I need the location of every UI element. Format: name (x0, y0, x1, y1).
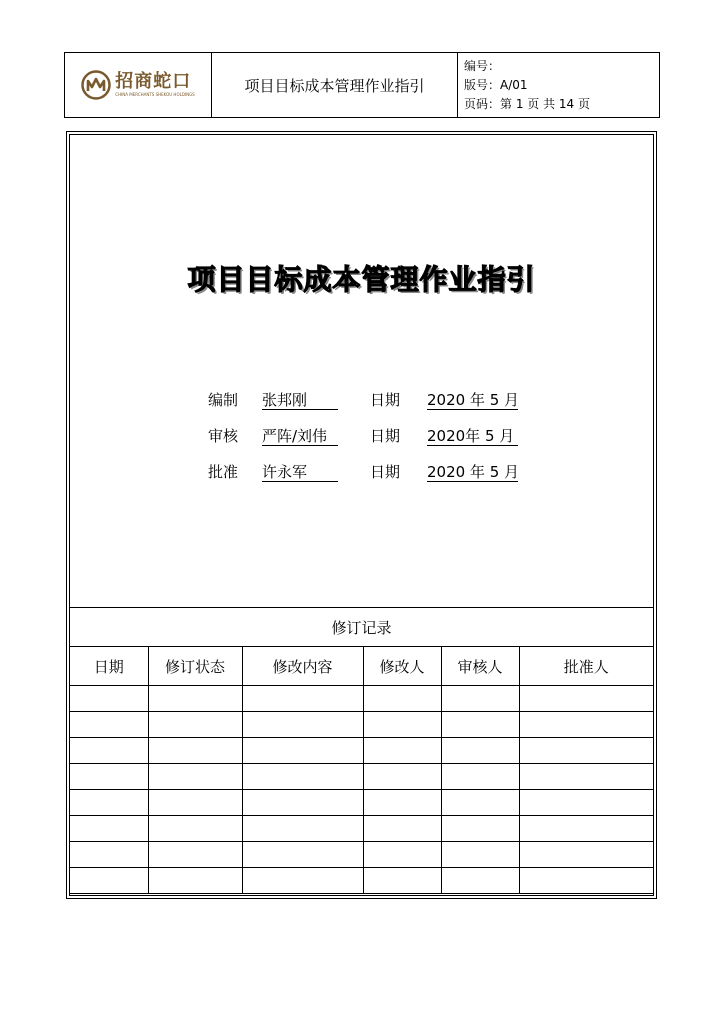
signature-name: 张邦刚 (262, 389, 338, 410)
table-cell (363, 686, 441, 712)
cover-section (70, 135, 653, 608)
table-cell (519, 842, 653, 868)
logo-text-cn: 招商蛇口 (115, 71, 192, 92)
table-row (70, 712, 653, 738)
table-cell (441, 686, 519, 712)
table-cell (242, 686, 363, 712)
column-header: 批准人 (519, 647, 653, 686)
table-cell (148, 686, 242, 712)
signature-date-label: 日期 (370, 391, 401, 409)
table-cell (242, 712, 363, 738)
signature-row-compile (208, 389, 518, 425)
table-cell (441, 712, 519, 738)
table-cell (363, 790, 441, 816)
table-cell (70, 738, 148, 764)
table-cell (519, 686, 653, 712)
signature-date-label: 日期 (370, 463, 401, 481)
table-cell (148, 738, 242, 764)
table-row (70, 686, 653, 712)
company-logo-icon (81, 70, 111, 100)
signature-row-approve (208, 461, 518, 497)
table-cell (363, 738, 441, 764)
table-cell (441, 790, 519, 816)
table-cell (441, 764, 519, 790)
table-cell (70, 712, 148, 738)
column-header: 审核人 (441, 647, 519, 686)
table-cell (519, 790, 653, 816)
table-row (70, 842, 653, 868)
table-cell (441, 738, 519, 764)
signature-date-label: 日期 (370, 427, 401, 445)
table-cell (148, 868, 242, 894)
signature-name: 许永军 (262, 461, 338, 482)
signature-role: 审核 (208, 427, 239, 445)
header-meta (458, 53, 659, 117)
signature-row-review (208, 425, 518, 461)
table-cell (70, 764, 148, 790)
signature-role: 编制 (208, 391, 239, 409)
table-cell (70, 790, 148, 816)
signature-name: 严阵/刘伟 (262, 425, 338, 446)
column-header: 修改内容 (242, 647, 363, 686)
table-row (70, 816, 653, 842)
logo (65, 53, 212, 117)
table-cell (70, 686, 148, 712)
revision-table (70, 608, 653, 894)
column-header: 日期 (70, 647, 148, 686)
signature-block (208, 389, 518, 497)
table-cell (363, 712, 441, 738)
table-cell (242, 816, 363, 842)
table-cell (363, 764, 441, 790)
table-cell (519, 868, 653, 894)
signature-role: 批准 (208, 463, 239, 481)
table-row (70, 790, 653, 816)
table-cell (148, 842, 242, 868)
column-header: 修改人 (363, 647, 441, 686)
table-row (70, 738, 653, 764)
table-cell (519, 738, 653, 764)
cover-frame-inner (69, 134, 654, 896)
table-cell (70, 868, 148, 894)
table-cell (242, 764, 363, 790)
table-cell (441, 816, 519, 842)
table-cell (363, 842, 441, 868)
table-cell (519, 764, 653, 790)
table-cell (242, 842, 363, 868)
table-cell (363, 816, 441, 842)
cover-frame (66, 131, 657, 899)
signature-date: 2020年 5 月 (427, 425, 518, 446)
table-cell (441, 868, 519, 894)
table-cell (242, 868, 363, 894)
table-cell (70, 842, 148, 868)
column-header: 修订状态 (148, 647, 242, 686)
table-row (70, 764, 653, 790)
doc-code: 编号： (464, 59, 501, 73)
cover-title: 项目目标成本管理作业指引 (187, 263, 536, 296)
table-cell (519, 816, 653, 842)
table-cell (242, 790, 363, 816)
doc-page-count: 页码：第 1 页 共 14 页 (464, 97, 590, 111)
logo-wordmark (115, 72, 194, 98)
document-header (64, 52, 660, 118)
table-cell (148, 712, 242, 738)
signature-date: 2020 年 5 月 (427, 463, 520, 481)
table-row (70, 868, 653, 894)
revision-title: 修订记录 (70, 608, 653, 647)
table-cell (441, 842, 519, 868)
signature-date: 2020 年 5 月 (427, 391, 520, 409)
table-cell (363, 868, 441, 894)
table-cell (519, 712, 653, 738)
table-cell (148, 816, 242, 842)
logo-text-en: CHINA MERCHANTS SHEKOU HOLDINGS (115, 92, 195, 97)
table-cell (70, 816, 148, 842)
table-cell (148, 790, 242, 816)
table-cell (242, 738, 363, 764)
table-cell (148, 764, 242, 790)
doc-version: 版号：A/01 (464, 78, 528, 92)
header-title: 项目目标成本管理作业指引 (212, 53, 458, 117)
revision-section (70, 608, 653, 895)
